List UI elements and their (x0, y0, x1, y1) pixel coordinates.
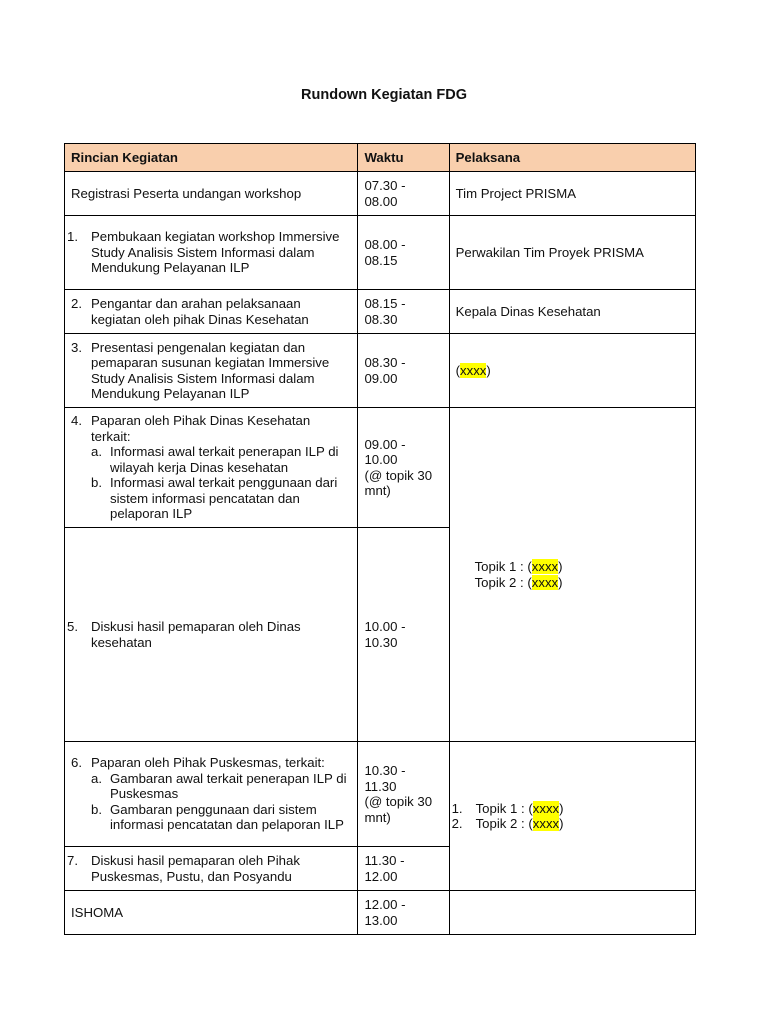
time-end: 08.00 (364, 193, 398, 209)
placeholder-highlight: xxxx (460, 362, 487, 378)
item-number: 2. (451, 816, 463, 831)
document-title: Rundown Kegiatan FDG (301, 87, 467, 103)
placeholder-highlight: xxxx (531, 559, 559, 574)
placeholder-highlight: xxxx (531, 574, 559, 590)
time-start: 08.30 - (364, 355, 406, 370)
table-row (65, 290, 696, 334)
activity-text: Diskusi hasil pemaparan oleh Pihak Puskesmas, Pustu, dan Posyandu (91, 853, 300, 884)
placeholder-highlight: xxxx (532, 800, 560, 816)
time-cell (358, 334, 449, 408)
time-start: 08.00 - (364, 237, 406, 252)
time-start: 09.00 - (364, 436, 406, 452)
time-end: 13.00 (364, 912, 398, 928)
activity-cell (65, 742, 358, 847)
topic-label: Topik 2 : ( (475, 816, 533, 831)
activity-text: Paparan oleh Pihak Puskesmas, terkait: (91, 755, 325, 771)
paren-close: ) (558, 559, 563, 574)
sub-item-letter: b. (91, 801, 102, 817)
activity-text: Paparan oleh Pihak Dinas Kesehatan terkait: (91, 413, 311, 444)
time-note: (@ topik 30 (364, 794, 433, 809)
time-cell (358, 408, 449, 528)
time-cell (358, 216, 449, 290)
time-end: 08.15 (364, 252, 398, 268)
activity-cell (65, 216, 358, 290)
table-row (65, 334, 696, 408)
activity-cell (65, 334, 358, 408)
executor-cell: Kepala Dinas Kesehatan (449, 290, 695, 334)
topic-line (451, 800, 689, 817)
time-end: 10.30 (364, 634, 398, 650)
sub-item-letter: b. (91, 475, 102, 491)
topic-line (451, 816, 689, 832)
executor-cell: Tim Project PRISMA (449, 172, 695, 216)
sub-item-text: Gambaran penggunaan dari sistem informasi pencatatan dan pelaporan ILP (110, 801, 344, 833)
executor-cell (449, 408, 695, 742)
activity-cell: ISHOMA (65, 891, 358, 935)
table-row (65, 216, 696, 290)
executor-cell (449, 334, 695, 408)
time-end: 11.30 (364, 778, 397, 794)
header-rincian-kegiatan: Rincian Kegiatan (65, 144, 358, 172)
table-row (65, 891, 696, 935)
executor-cell (449, 742, 695, 891)
time-note: mnt) (364, 809, 391, 825)
topic-label: Topik 2 : ( (474, 574, 532, 590)
topic-label: Topik 1 : ( (474, 559, 532, 574)
time-start: 10.30 - (364, 763, 406, 778)
activity-text: Presentasi pengenalan kegiatan dan pemaparan susunan kegiatan Immersive Study Analisis Sistem Informasi dalam Mendukung Pelayanan ILP (91, 339, 330, 401)
sub-item-text: Informasi awal terkait penerapan ILP di wilayah kerja Dinas kesehatan (110, 444, 339, 475)
time-note: (@ topik 30 (364, 467, 433, 483)
item-number: 2. (71, 296, 82, 311)
item-number: 5. (67, 619, 78, 634)
paren-close: ) (486, 362, 491, 378)
item-number: 6. (71, 755, 82, 771)
time-start: 12.00 - (364, 897, 406, 912)
header-waktu: Waktu (358, 144, 449, 172)
item-number: 1. (451, 800, 463, 816)
executor-cell: Perwakilan Tim Proyek PRISMA (449, 216, 695, 290)
time-cell (358, 290, 449, 334)
time-start: 08.15 - (364, 296, 406, 311)
rundown-table (64, 143, 696, 935)
executor-cell (449, 891, 695, 935)
time-cell (358, 528, 449, 742)
topic-label: Topik 1 : ( (475, 800, 533, 816)
topic-line (475, 575, 689, 591)
item-number: 4. (71, 413, 82, 429)
item-number: 1. (67, 229, 78, 245)
time-cell (358, 847, 449, 891)
activity-text: Pengantar dan arahan pelaksanaan kegiatan oleh pihak Dinas Kesehatan (91, 296, 309, 327)
item-number: 7. (67, 853, 78, 868)
time-cell (358, 172, 449, 216)
table-header-row (65, 144, 696, 172)
sub-item-letter: a. (91, 770, 102, 786)
time-end: 10.00 (364, 452, 398, 467)
table-row (65, 408, 696, 528)
paren-close: ) (559, 816, 564, 831)
paren-close: ) (558, 574, 563, 590)
time-end: 12.00 (364, 868, 398, 884)
activity-cell: Registrasi Peserta undangan workshop (65, 172, 358, 216)
sub-item-text: Gambaran awal terkait penerapan ILP di Puskesmas (110, 770, 347, 802)
time-start: 10.00 - (364, 619, 406, 634)
time-cell (358, 742, 449, 847)
time-start: 07.30 - (364, 178, 406, 193)
activity-cell (65, 408, 358, 528)
paren-open: ( (455, 362, 460, 378)
paren-close: ) (559, 800, 564, 816)
placeholder-highlight: xxxx (532, 816, 560, 831)
time-start: 11.30 - (364, 853, 405, 868)
activity-cell (65, 847, 358, 891)
activity-cell (65, 290, 358, 334)
time-end: 09.00 (364, 370, 398, 386)
time-cell (358, 891, 449, 935)
time-note: mnt) (364, 483, 391, 498)
table-row (65, 172, 696, 216)
sub-item-letter: a. (91, 444, 102, 460)
time-end: 08.30 (364, 311, 398, 327)
activity-cell (65, 528, 358, 742)
item-number: 3. (71, 339, 82, 355)
activity-text: Diskusi hasil pemaparan oleh Dinas kesehatan (91, 619, 301, 650)
sub-item-text: Informasi awal terkait penggunaan dari sistem informasi pencatatan dan pelaporan ILP (110, 475, 338, 522)
table-row (65, 742, 696, 847)
header-pelaksana: Pelaksana (449, 144, 695, 172)
activity-text: Pembukaan kegiatan workshop Immersive Study Analisis Sistem Informasi dalam Mendukung Pelayanan ILP (91, 229, 340, 276)
topic-line (475, 559, 689, 575)
